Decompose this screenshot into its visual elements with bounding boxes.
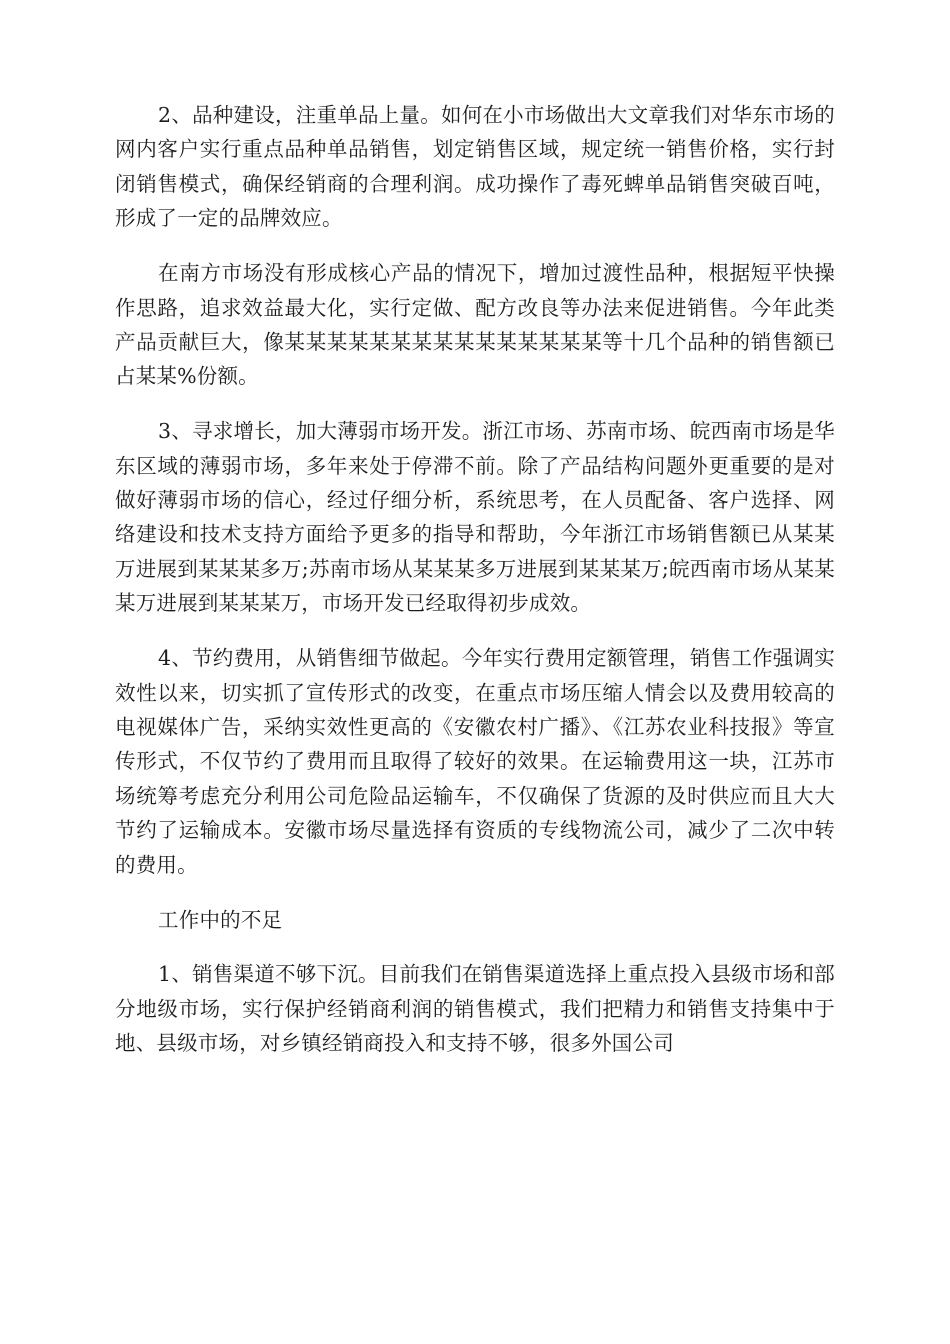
paragraph-cost-saving: 4、节约费用，从销售细节做起。今年实行费用定额管理，销售工作强调实效性以来，切实抓了宣传形式的改变，在重点市场压缩人情会以及费用较高的电视媒体广告，采纳实效性更高的《安徽农村广播》、《江苏农业科技报》等宣传形式，不仅节约了费用而且取得了较好的效果。在运输费用这一块，江苏市场统筹考虑充分利用公司危险品运输车，不仅确保了货源的及时供应而且大大节约了运输成本。安徽市场尽量选择有资质的专线物流公司，减少了二次中转的费用。	[115, 646, 835, 877]
paragraph-sales-channel: 1、销售渠道不够下沉。目前我们在销售渠道选择上重点投入县级市场和部分地级市场，实行保护经销商利润的销售模式，我们把精力和销售支持集中于地、县级市场，对乡镇经销商投入和支持不够，很多外国公司	[115, 962, 835, 1056]
document-body	[115, 98, 835, 1081]
paragraph-southern-market: 在南方市场没有形成核心产品的情况下，增加过渡性品种，根据短平快操作思路，追求效益最大化，实行定做、配方改良等办法来促进销售。今年此类产品贡献巨大，像某某某某某某某某某某某某某某某等十几个品种的销售额已占某某%份额。	[115, 261, 835, 389]
section-heading: 工作中的不足	[158, 907, 283, 932]
paragraph-weak-market-development: 3、寻求增长，加大薄弱市场开发。浙江市场、苏南市场、皖西南市场是华东区域的薄弱市场，多年来处于停滞不前。除了产品结构问题外更重要的是对做好薄弱市场的信心，经过仔细分析，系统思考，在人员配备、客户选择、网络建设和技术支持方面给予更多的指导和帮助，今年浙江市场销售额已从某某万进展到某某某多万;苏南市场从某某某多万进展到某某某万;皖西南市场从某某某万进展到某某某万，市场开发已经取得初步成效。	[115, 419, 835, 616]
paragraph-variety-building: 2、品种建设，注重单品上量。如何在小市场做出大文章我们对华东市场的网内客户实行重点品种单品销售，划定销售区域，规定统一销售价格，实行封闭销售模式，确保经销商的合理利润。成功操作了毒死蜱单品销售突破百吨，形成了一定的品牌效应。	[115, 103, 835, 231]
